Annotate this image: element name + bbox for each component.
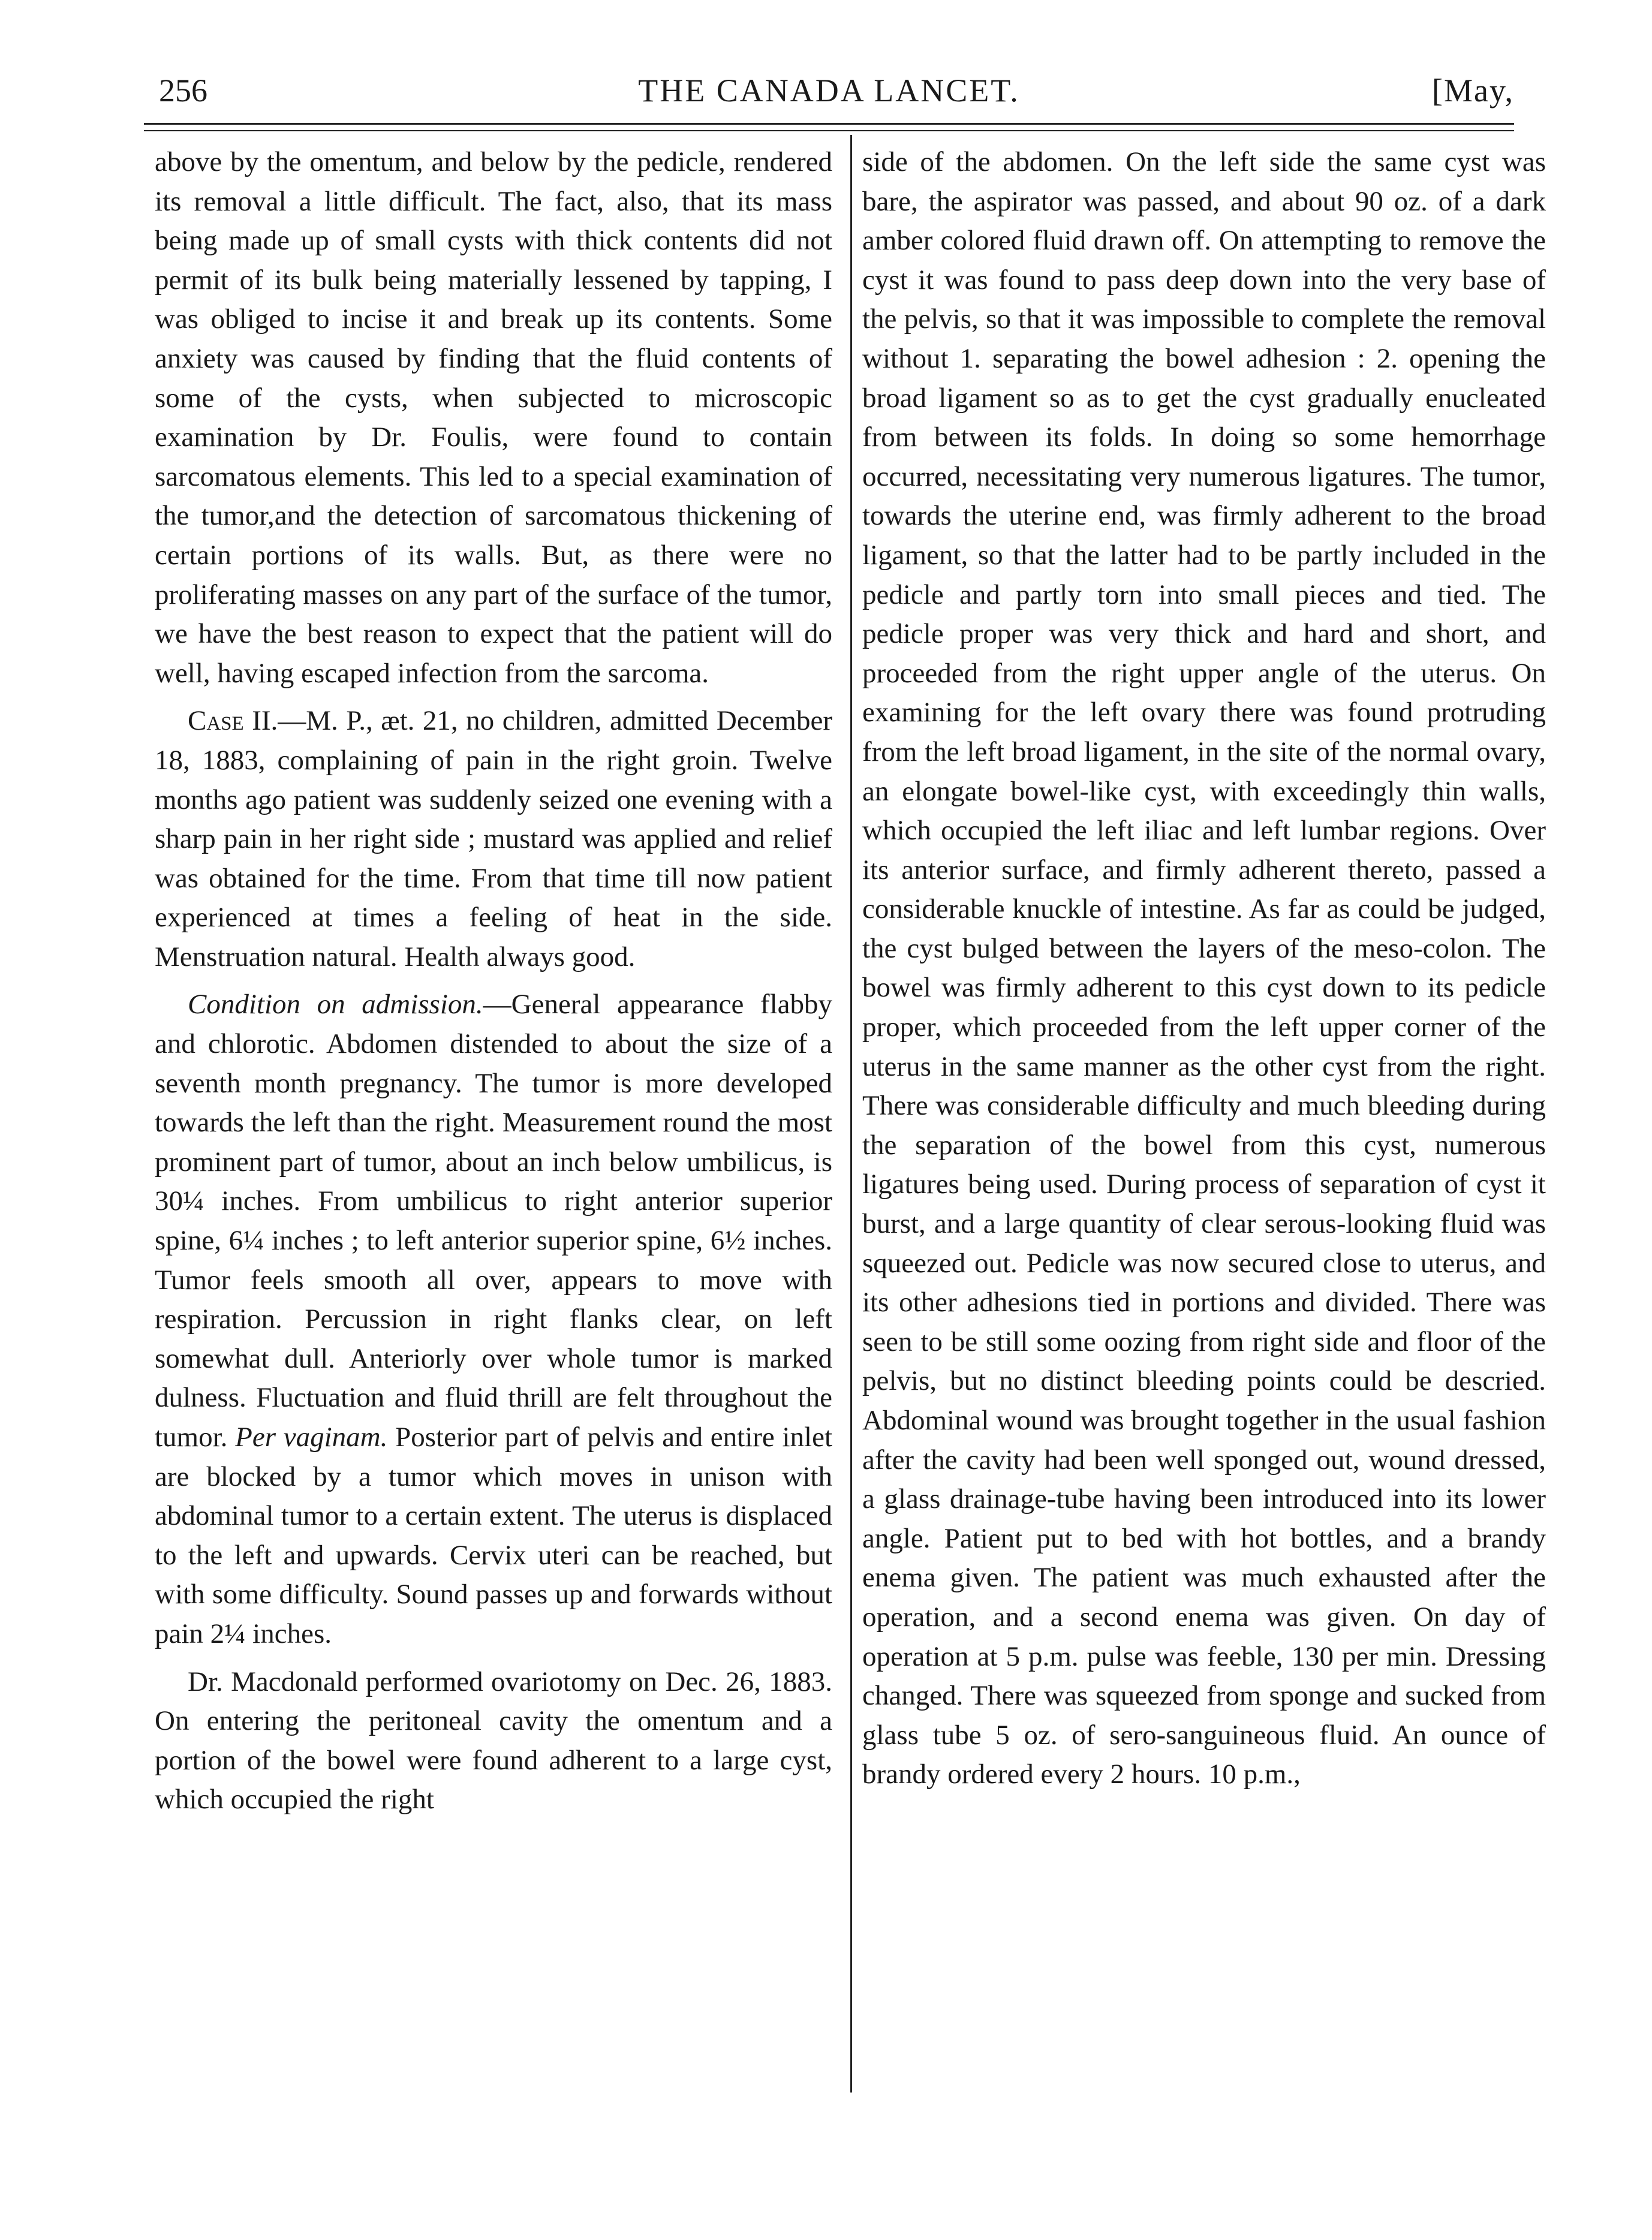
paragraph-operation-continued: side of the abdomen. On the left side the same cyst was bare, the aspirator was passed, and about 90 oz. of a dark amber colored fluid drawn off. On attempting to remove the cyst it was found to pass deep down into the very base of the pelvis, so that it was impossible to complete the removal without 1. separating the bowel adhesion : 2. opening the broad ligament so as to get the cyst gradually enucleated from between its folds. In doing so some hemorrhage occurred, necessitating very numerous ligatures. The tumor, towards the uterine end, was firmly adherent to the broad ligament, so that the latter had to be partly included in the pedicle and partly torn into small pieces and tied. The pedicle proper was very thick and hard and short, and proceeded from the right upper angle of the uterus. On examining for the left ovary there was found protruding from the left broad ligament, in the site of the normal ovary, an elongate bowel-like cyst, with exceedingly thin walls, which occupied the left iliac and left lumbar regions. Over its anterior surface, and firmly adherent thereto, passed a considerable knuckle of intestine. As far as could be judged, the cyst bulged between the layers of the meso-colon. The bowel was firmly adherent to this cyst down to its pedicle proper, which proceeded from the left upper corner of the uterus in the same manner as the other cyst from the right. There was considerable difficulty and much bleeding during the separation of the bowel from this cyst, numerous ligatures being used. During process of separation of cyst it burst, and a large quantity of clear serous-looking fluid was squeezed out. Pedicle was now secured close to uterus, and its other adhesions tied in portions and divided. There was seen to be still some oozing from right side and floor of the pelvis, but no distinct bleeding points could be descried. Abdominal wound was brought together in the usual fashion after the cavity had been well sponged out, wound dressed, a glass drainage-tube having been introduced into its lower angle. Patient put to bed with hot bottles, and a brandy enema given. The patient was much exhausted after the operation, and a second enema was given. On day of operation at 5 p.m. pulse was feeble, 130 per min. Dressing changed. There was squeezed from sponge and sucked from glass tube 5 oz. of sero-sanguineous fluid. An ounce of brandy ordered every 2 hours. 10 p.m.,	[862, 146, 1546, 1790]
running-header	[144, 72, 1514, 120]
per-vaginam-text: Posterior part of pelvis and entire inlet are blocked by a tumor which moves in unison with abdominal tumor to a certain extent. The uterus is displaced to the left and upwards. Cervix uteri can be reached, but with some difficulty. Sound passes up and forwards without pain 2¼ inches.	[155, 1422, 833, 1649]
case-two-history: —M. P., æt. 21, no children, admitted December 18, 1883, complaining of pain in the right groin. Twelve months ago patient was suddenly seized one evening with a sharp pain in her right side ; mustard was applied and relief was obtained for the time. From that time till now patient experienced at times a feeling of heat in the side. Menstruation natural. Health always good.	[155, 705, 832, 973]
column-divider	[850, 135, 852, 2093]
right-column	[862, 143, 1546, 1795]
condition-heading: Condition on admission.	[188, 989, 483, 1020]
paragraph-case-two	[155, 701, 832, 977]
page-number: 256	[159, 73, 207, 109]
per-vaginam-heading: Per vaginam.	[235, 1422, 388, 1453]
paragraph-condition	[155, 985, 832, 1654]
paragraph-operation: Dr. Macdonald performed ovariotomy on Dec. 26, 1883. On entering the peritoneal cavity the omentum and a portion of the bowel were found adherent to a large cyst, which occupied the right	[155, 1666, 832, 1816]
header-rule-secondary	[144, 130, 1514, 131]
condition-text: —General appearance flabby and chlorotic. Abdomen distended to about the size of a seventh month pregnancy. The tumor is more developed towards the left than the right. Measurement round the most prominent part of tumor, about an inch below umbilicus, is 30¼ inches. From umbilicus to right anterior superior spine, 6¼ inches ; to left anterior superior spine, 6½ inches. Tumor feels smooth all over, appears to move with respiration. Percussion in right flanks clear, on left somewhat dull. Anteriorly over whole tumor is marked dulness. Fluctuation and fluid thrill are felt throughout the tumor.	[155, 989, 832, 1453]
header-rule	[144, 123, 1514, 125]
paragraph-tumor-removal: above by the omentum, and below by the pedicle, rendered its removal a little difficult. The fact, also, that its mass being made up of small cysts with thick contents did not permit of its bulk being materially lessened by tapping, I was obliged to incise it and break up its contents. Some anxiety was caused by finding that the fluid contents of some of the cysts, when subjected to microscopic examination by Dr. Foulis, were found to contain sarcomatous elements. This led to a special examination of the tumor,and the detection of sarcomatous thickening of certain portions of its walls. But, as there were no proliferating masses on any part of the surface of the tumor, we have the best reason to expect that the patient will do well, having escaped infection from the sarcoma.	[155, 146, 832, 689]
case-heading: Case II.	[188, 705, 278, 737]
issue-month: [May,	[1432, 73, 1514, 109]
left-column	[155, 143, 832, 1820]
journal-title: THE CANADA LANCET.	[638, 73, 1020, 109]
